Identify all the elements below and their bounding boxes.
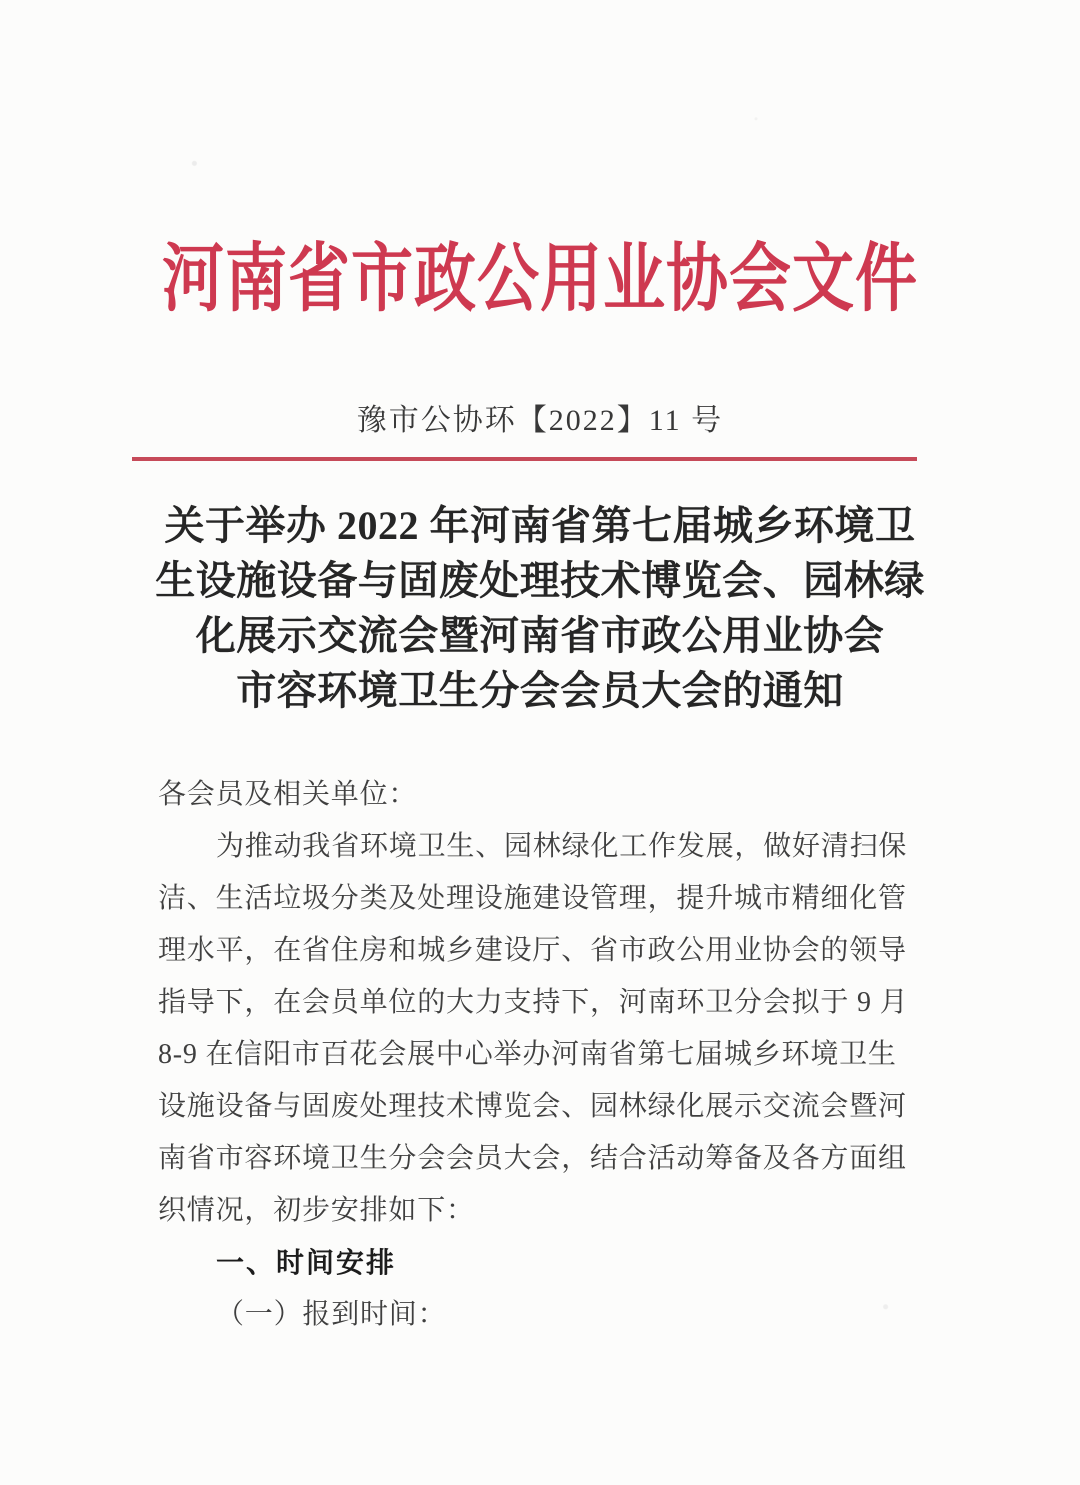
body-line: 指导下，在会员单位的大力支持下，河南环卫分会拟于 9 月 <box>158 987 909 1018</box>
notice-title-line-2: 生设施设备与固废处理技术博览会、园林绿 <box>155 558 925 603</box>
body-line: 南省市容环境卫生分会会员大会，结合活动筹备及各方面组 <box>158 1143 907 1174</box>
body-line: 织情况，初步安排如下： <box>158 1195 475 1226</box>
document-number: 豫市公协环【2022】11 号 <box>356 404 724 437</box>
notice-title-line-1: 关于举办 2022 年河南省第七届城乡环境卫 <box>164 503 916 548</box>
section-heading: 一、时间安排 <box>216 1247 397 1278</box>
salutation: 各会员及相关单位： <box>158 779 418 810</box>
notice-title-line-4: 市容环境卫生分会会员大会的通知 <box>236 668 844 713</box>
sub-item: （一）报到时间： <box>216 1299 447 1330</box>
body-line: 为推动我省环境卫生、园林绿化工作发展，做好清扫保 <box>216 831 908 862</box>
body-line: 洁、生活垃圾分类及处理设施建设管理，提升城市精细化管 <box>158 883 907 914</box>
body-line: 理水平，在省住房和城乡建设厅、省市政公用业协会的领导 <box>158 935 907 966</box>
body-line: 8-9 在信阳市百花会展中心举办河南省第七届城乡环境卫生 <box>158 1039 897 1070</box>
notice-title-line-3: 化展示交流会暨河南省市政公用业协会 <box>195 613 885 658</box>
notice-body <box>158 769 918 1341</box>
red-divider-line <box>132 457 917 461</box>
body-line: 设施设备与固废处理技术博览会、园林绿化展示交流会暨河 <box>158 1091 907 1122</box>
document-header-title: 河南省市政公用业协会文件 <box>161 239 918 321</box>
notice-title <box>0 498 1080 718</box>
